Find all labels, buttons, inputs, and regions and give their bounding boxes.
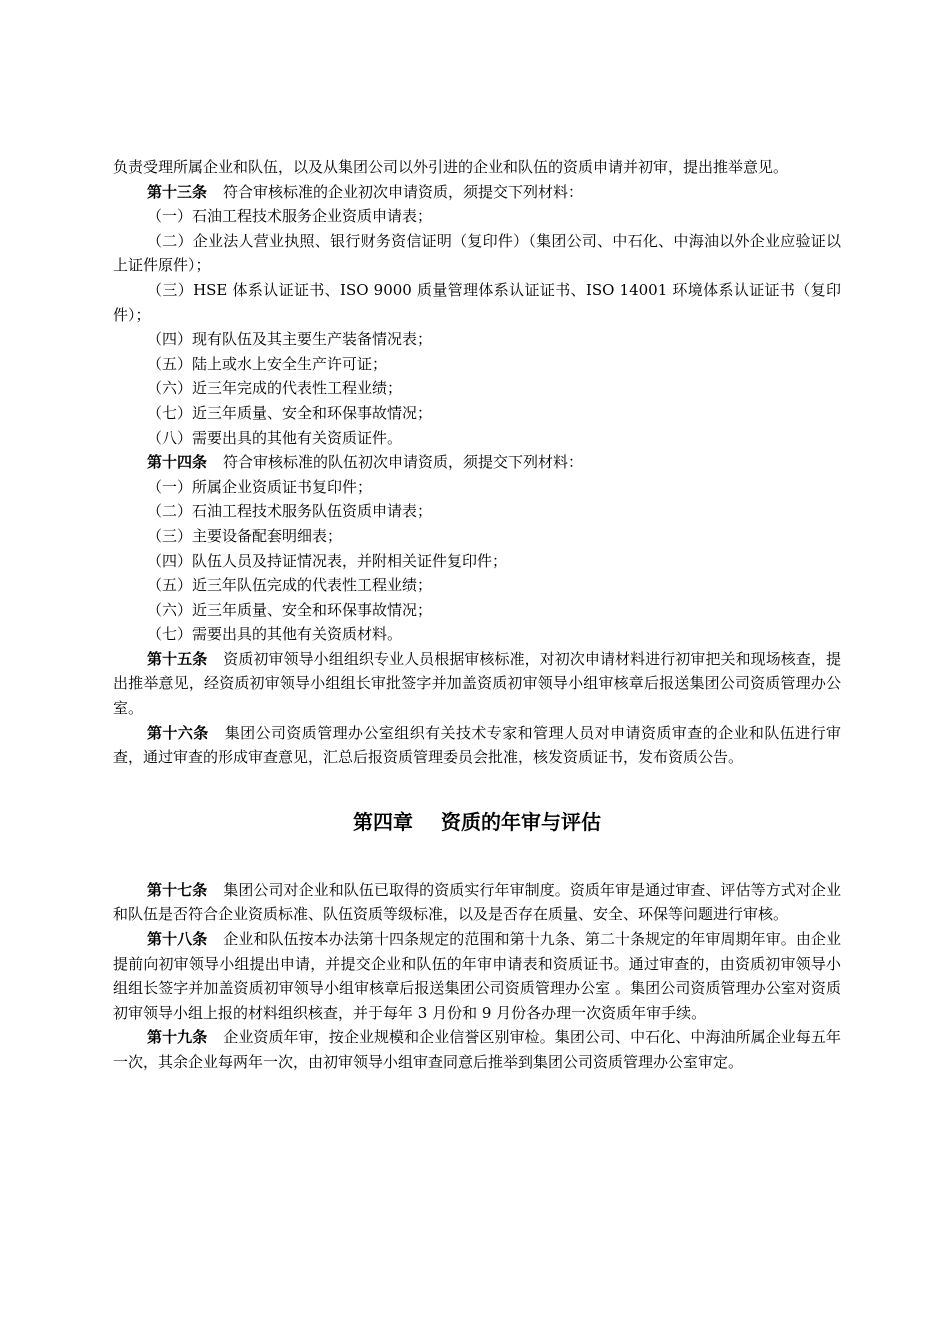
article-14-item: （六）近三年质量、安全和环保事故情况； [147,600,433,619]
article-15-number: 第十五条 [147,649,208,668]
article-18-number: 第十八条 [147,930,208,949]
article-14-item: （七）需要出具的其他有关资质材料。 [147,625,403,644]
article-13-item: （一）石油工程技术服务企业资质申请表； [147,207,433,226]
chapter-4-heading [113,806,841,838]
article-16-text: 集团公司资质管理办公室组织有关技术专家和管理人员对申请资质审查的企业和队伍进行审查，通过审查的形成审查意见，汇总后报资质管理委员会批准，核发资质证书，发布资质公告。 [113,723,841,767]
article-15 [113,647,841,721]
article-18 [113,927,841,1025]
chapter-number: 第四章 [353,809,413,834]
article-13 [113,180,841,205]
article-13-item: （八）需要出具的其他有关资质证件。 [147,428,403,447]
article-13-text: 符合审核标准的企业初次申请资质，须提交下列材料： [223,182,584,201]
article-14-item: （一）所属企业资质证书复印件； [147,477,373,496]
article-19-text: 企业资质年审，按企业规模和企业信誉区别审检。集团公司、中石化、中海油所属企业每五年一次，其余企业每两年一次，由初审领导小组审查同意后推举到集团公司资质管理办公室审定。 [113,1028,841,1071]
article-19 [113,1025,841,1074]
article-13-item: （五）陆上或水上安全生产许可证； [147,354,388,373]
article-13-item: （三）HSE 体系认证证书、ISO 9000 质量管理体系认证证书、ISO 14001 环境体系认证证书（复印件）； [113,280,841,324]
article-16-number: 第十六条 [147,723,209,742]
article-14-item: （三）主要设备配套明细表； [147,526,343,545]
article-14-text: 符合审核标准的队伍初次申请资质，须提交下列材料： [223,453,584,472]
article-17-number: 第十七条 [147,880,208,899]
article-13-item: （六）近三年完成的代表性工程业绩； [147,379,403,398]
article-19-number: 第十九条 [147,1028,208,1047]
article-14-item: （二）石油工程技术服务队伍资质申请表； [147,502,433,521]
intro-paragraph: 负责受理所属企业和队伍，以及从集团公司以外引进的企业和队伍的资质申请并初审，提出推举意见。 [113,158,789,176]
article-13-item: （七）近三年质量、安全和环保事故情况； [147,403,433,422]
chapter-4-heading-wrap [113,806,841,838]
article-14-number: 第十四条 [147,453,208,472]
article-13-item: （四）现有队伍及其主要生产装备情况表； [147,330,433,349]
article-16 [113,721,841,770]
chapter-title: 资质的年审与评估 [441,809,601,834]
article-18-text: 企业和队伍按本办法第十四条规定的范围和第十九条、第二十条规定的年审周期年审。由企业提前向初审领导小组提出申请，并提交企业和队伍的年审申请表和资质证书。通过审查的，由资质初审领导小组组长签字并加盖资质初审领导小组审核章后报送集团公司资质管理办公室 。集团公司资质管理办公室对资质初审领导小组上报的材料组织核查，并于每年 3 月份和 9 月份各办理一次资质年审手续。 [113,930,841,1022]
article-14-item: （四）队伍人员及持证情况表，并附相关证件复印件； [147,551,508,570]
document-page [113,155,841,1075]
article-15-text: 资质初审领导小组组织专业人员根据审核标准，对初次申请材料进行初审把关和现场核查，提出推举意见，经资质初审领导小组组长审批签字并加盖资质初审领导小组审核章后报送集团公司资质管理办公室。 [113,649,841,718]
article-14-item: （五）近三年队伍完成的代表性工程业绩； [147,576,433,595]
article-13-item: （二）企业法人营业执照、银行财务资信证明（复印件）（集团公司、中石化、中海油以外企业应验证以上证件原件）； [113,231,841,275]
article-17 [113,878,841,927]
article-14 [113,450,841,475]
article-17-text: 集团公司对企业和队伍已取得的资质实行年审制度。资质年审是通过审查、评估等方式对企业和队伍是否符合企业资质标准、队伍资质等级标准，以及是否存在质量、安全、环保等问题进行审核。 [113,880,841,924]
article-13-number: 第十三条 [147,182,208,201]
